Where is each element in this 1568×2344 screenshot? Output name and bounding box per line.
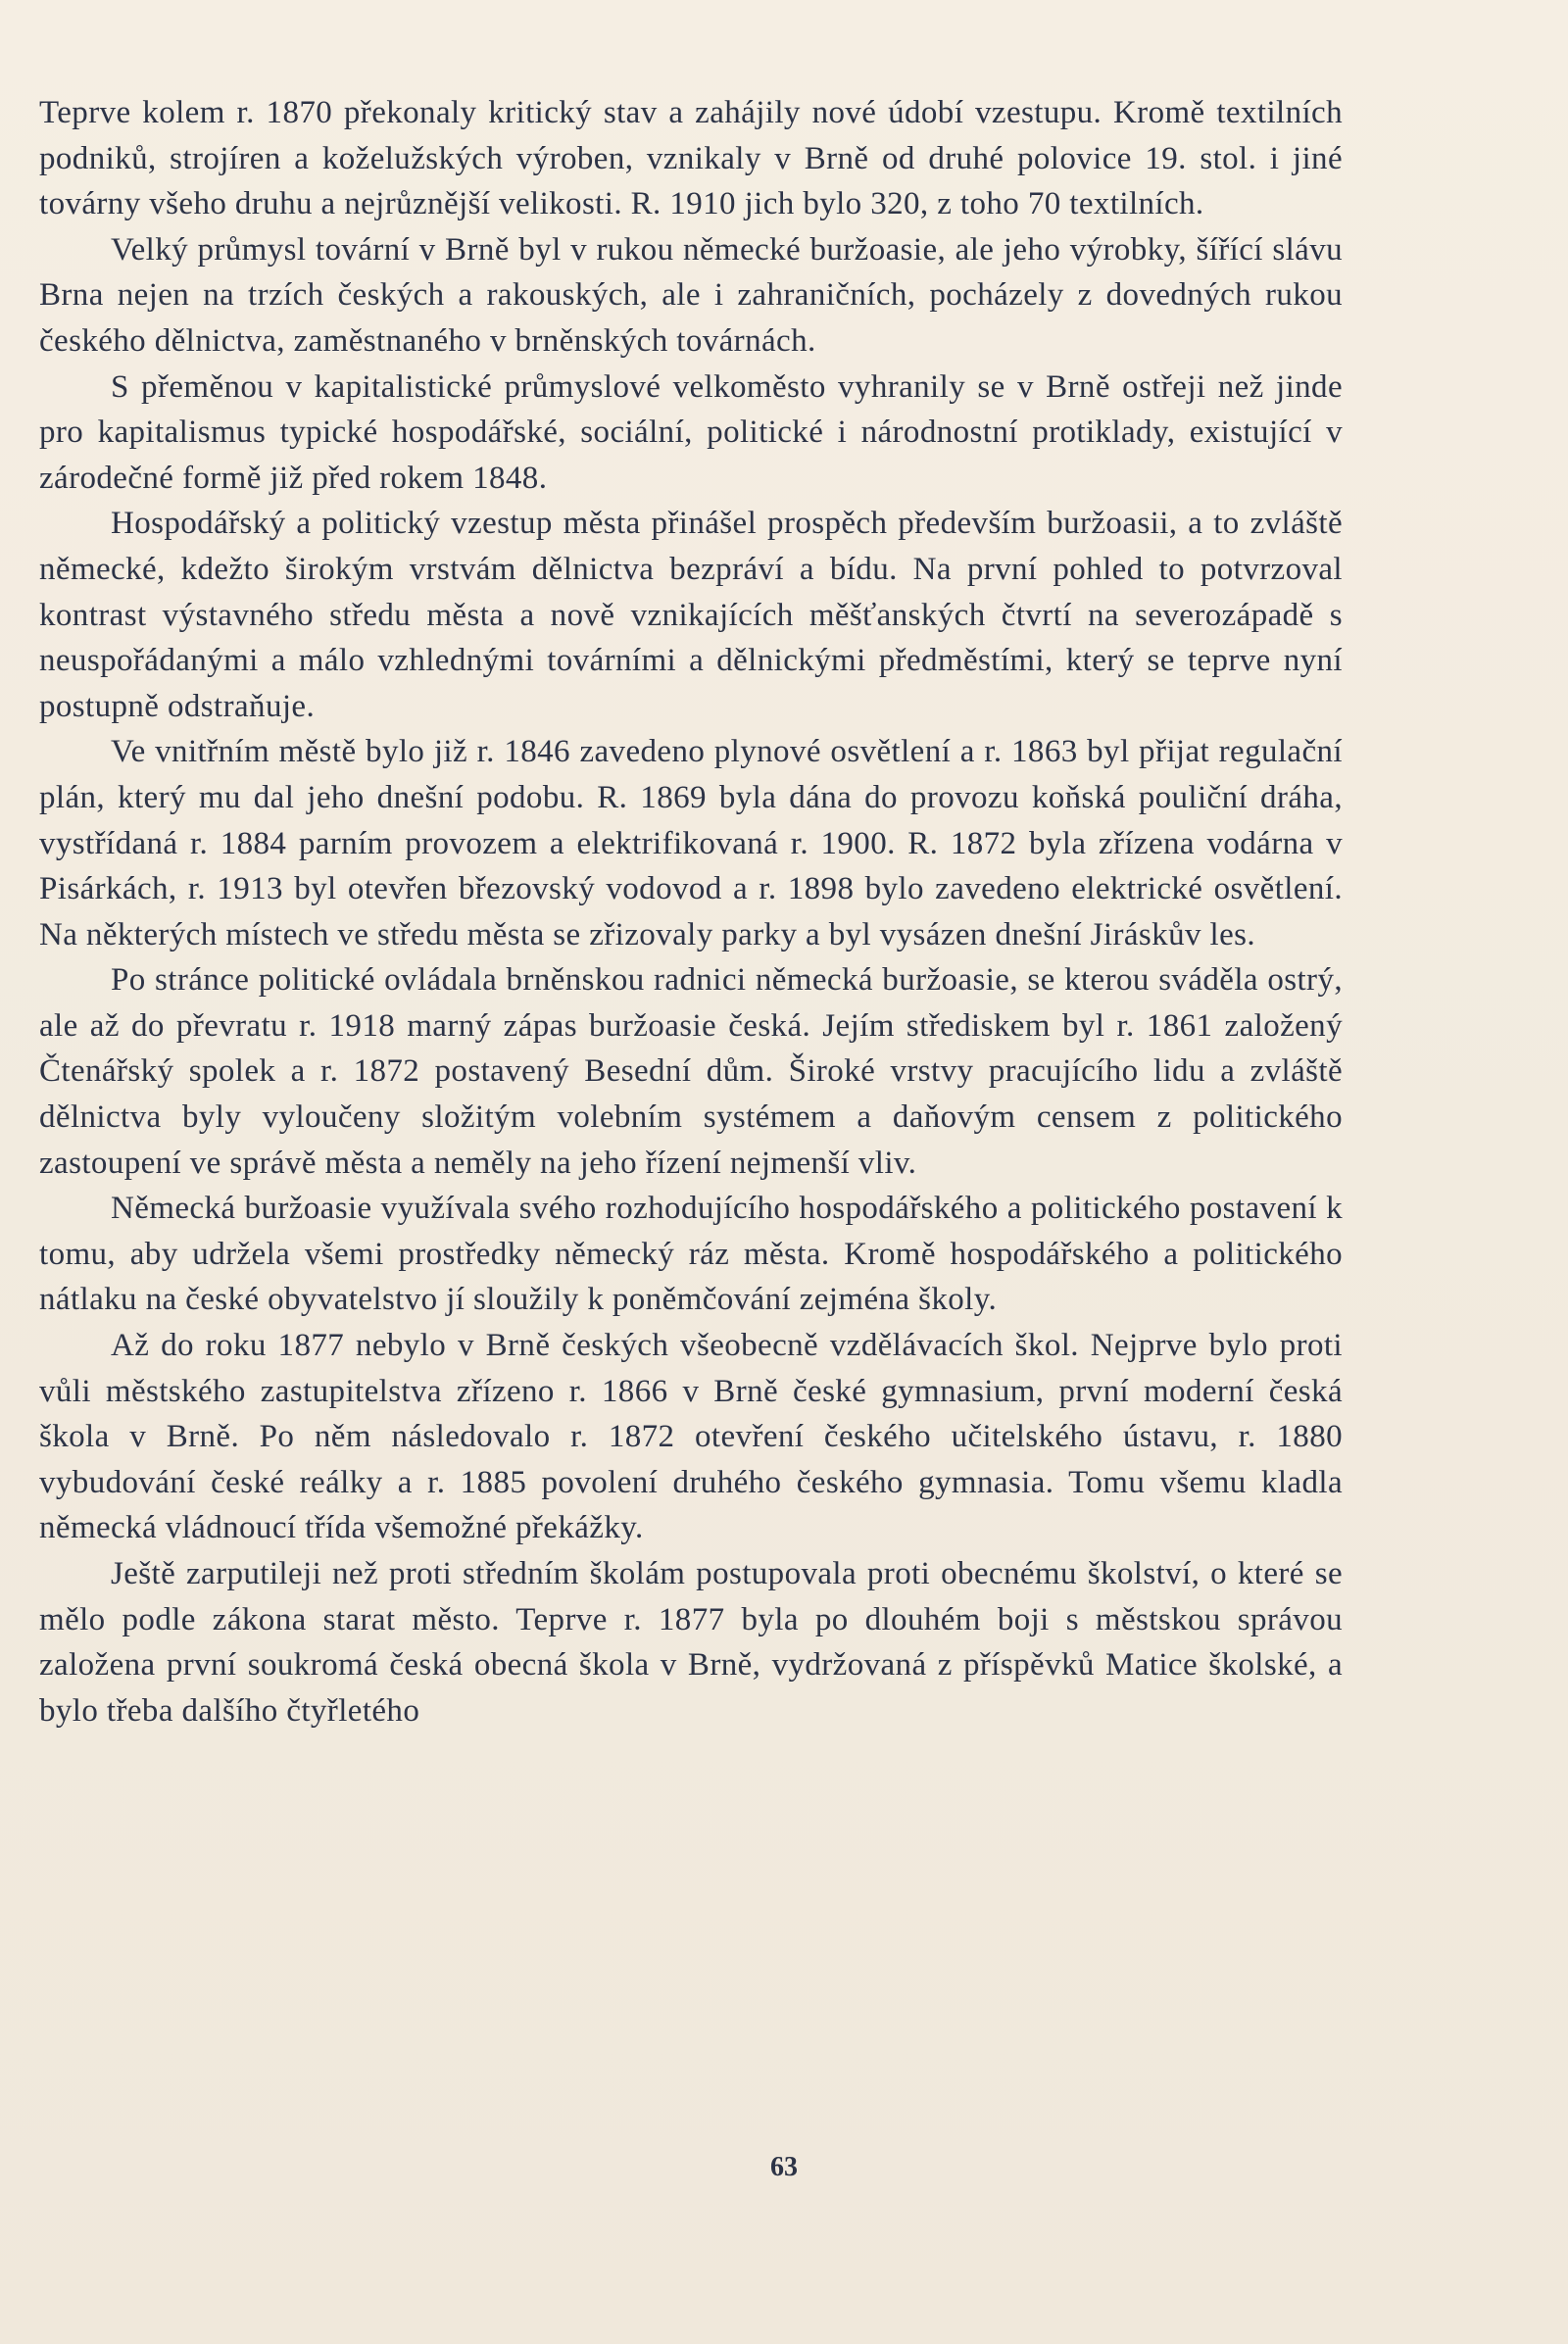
paragraph-3: S přeměnou v kapitalistické průmyslové velkoměsto vyhranily se v Brně ostřeji než jinde pro kapitalismus typické hospodářské, sociální, politické i národnostní protiklady, existující v zárodečné formě již před rokem 1848. xyxy=(39,368,1343,496)
paragraph-7: Německá buržoasie využívala svého rozhodujícího hospodářského a politického postavení k tomu, aby udržela všemi prostředky německý ráz města. Kromě hospodářského a politického nátlaku na české obyvatelstvo jí sloužily k poněmčování zejména školy. xyxy=(39,1191,1343,1318)
page-number: 63 xyxy=(770,2152,798,2182)
paragraph-1: Teprve kolem r. 1870 překonaly kritický stav a zahájily nové údobí vzestupu. Kromě textilních podniků, strojíren a koželužských výroben, vznikaly v Brně od druhé polovice 19. stol. i jiné továrny všeho druhu a nejrůznější velikosti. R. 1910 jich bylo 320, z toho 70 textilních. xyxy=(39,95,1343,222)
paragraph-2: Velký průmysl tovární v Brně byl v rukou německé buržoasie, ale jeho výrobky, šířící slávu Brna nejen na trzích českých a rakouských, ale i zahraničních, pocházely z dovedných rukou českého dělnictva, zaměstnaného v brněnských továrnách. xyxy=(39,231,1343,359)
paragraph-6: Po stránce politické ovládala brněnskou radnici německá buržoasie, se kterou sváděla ostrý, ale až do převratu r. 1918 marný zápas buržoasie česká. Jejím střediskem byl r. 1861 založený Čtenářský spolek a r. 1872 postavený Besední dům. Široké vrstvy pracujícího lidu a zvláště dělnictva byly vyloučeny složitým volebním systémem a daňovým censem z politického zastoupení ve správě města a neměly na jeho řízení nejmenší vliv. xyxy=(39,962,1343,1181)
paragraph-5: Ve vnitřním městě bylo již r. 1846 zavedeno plynové osvětlení a r. 1863 byl přijat regulační plán, který mu dal jeho dnešní podobu. R. 1869 byla dána do provozu koňská pouliční dráha, vystřídaná r. 1884 parním provozem a elektrifikovaná r. 1900. R. 1872 byla zřízena vodárna v Pisárkách, r. 1913 byl otevřen březovský vodovod a r. 1898 bylo zavedeno elektrické osvětlení. Na některých místech ve středu města se zřizovaly parky a byl vysázen dnešní Jiráskův les. xyxy=(39,734,1343,952)
paragraph-4: Hospodářský a politický vzestup města přinášel prospěch především buržoasii, a to zvláště německé, kdežto širokým vrstvám dělnictva bezpráví a bídu. Na první pohled to potvrzoval kontrast výstavného středu města a nově vznikajících měšťanských čtvrtí na severozápadě s neuspořádanými a málo vzhlednými továrními a dělnickými předměstími, který se teprve nyní postupně odstraňuje. xyxy=(39,506,1343,724)
paragraph-9: Ještě zarputileji než proti středním školám postupovala proti obecnému školství, o které se mělo podle zákona starat město. Teprve r. 1877 byla po dlouhém boji s městskou správou založena první soukromá česká obecná škola v Brně, vydržovaná z příspěvků Matice školské, a bylo třeba dalšího čtyřletého xyxy=(39,1556,1343,1729)
paragraph-8: Až do roku 1877 nebylo v Brně českých všeobecně vzdělávacích škol. Nejprve bylo proti vůli městského zastupitelstva zřízeno r. 1866 v Brně české gymnasium, první moderní česká škola v Brně. Po něm následovalo r. 1872 otevření českého učitelského ústavu, r. 1880 vybudování české reálky a r. 1885 povolení druhého českého gymnasia. Tomu všemu kladla německá vládnoucí třída všemožné překážky. xyxy=(39,1328,1343,1546)
body-text xyxy=(39,90,1343,1734)
